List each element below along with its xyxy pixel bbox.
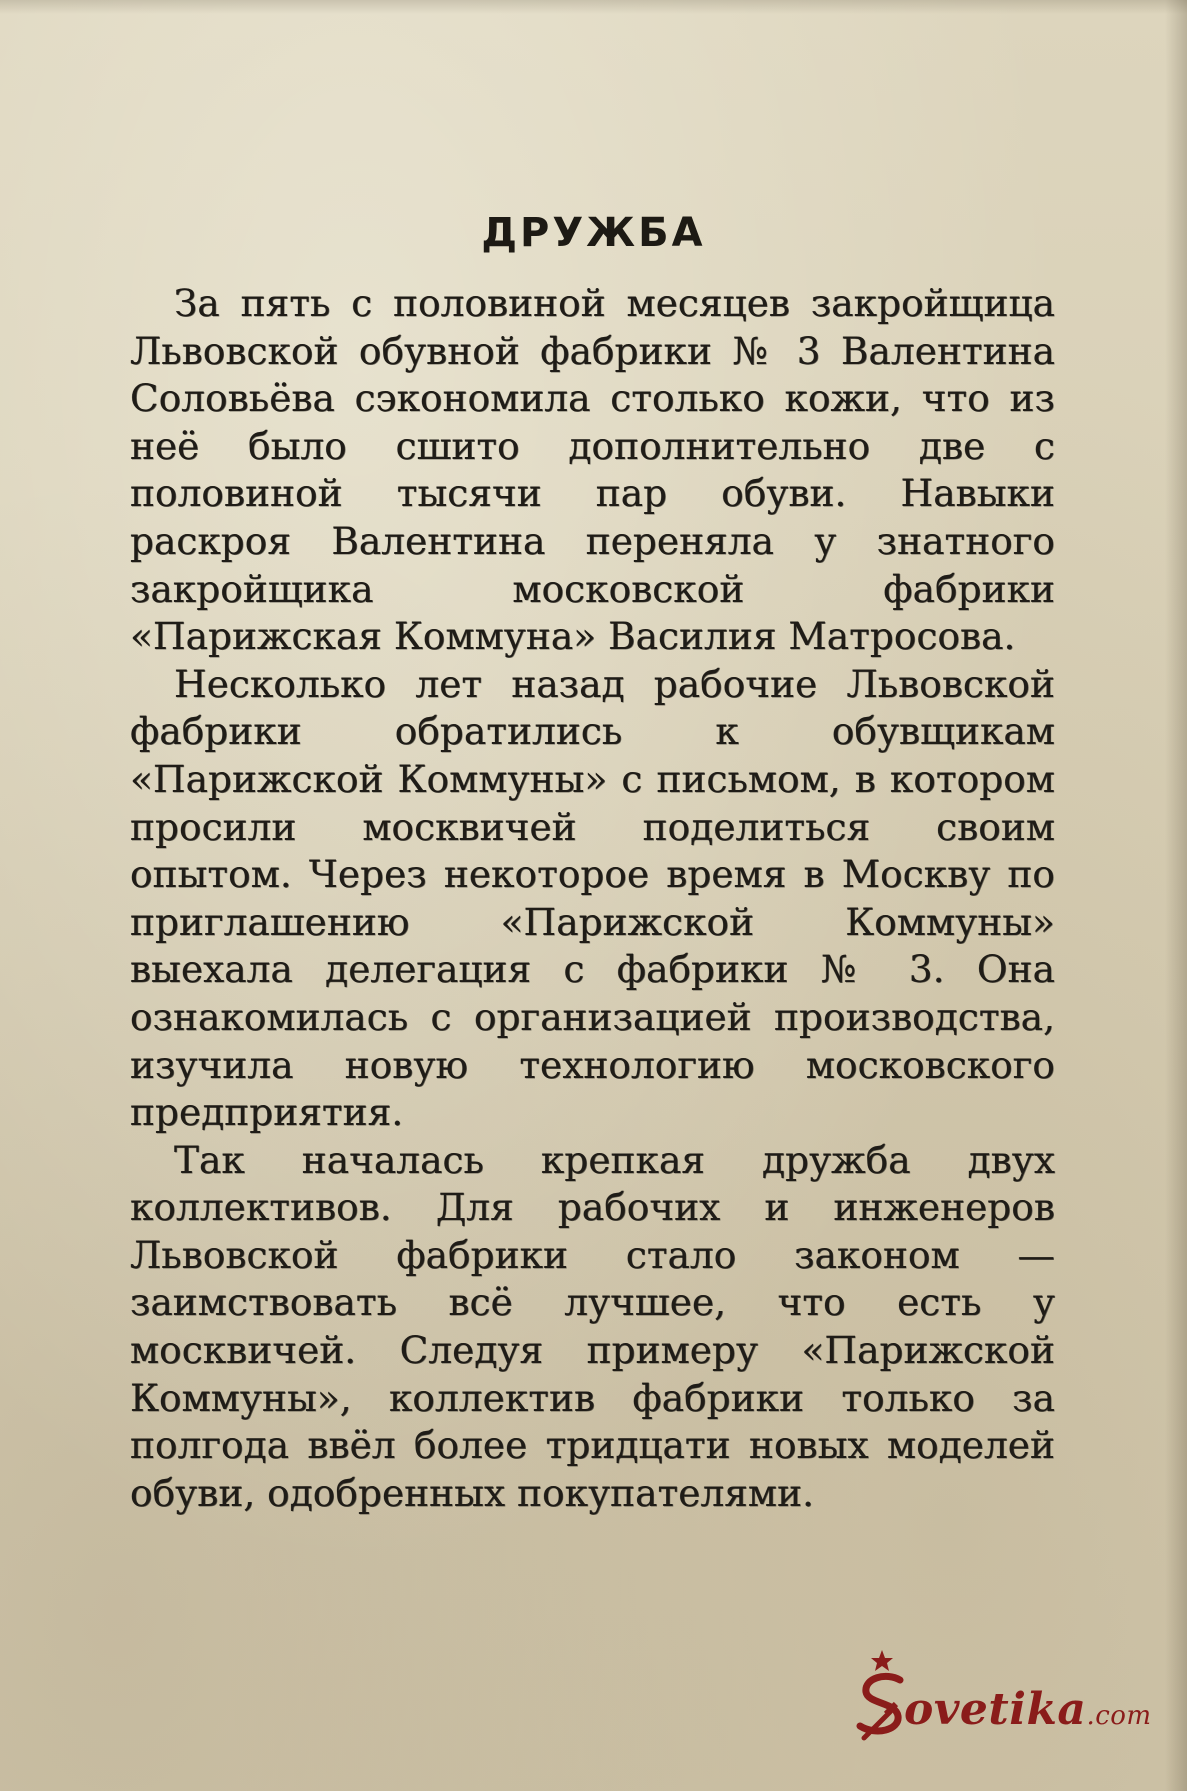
article-title: ДРУЖБА xyxy=(481,210,706,256)
page-shadow-right xyxy=(1165,0,1187,1791)
article-body xyxy=(130,280,1055,1517)
article-paragraph-2: Несколько лет назад рабочие Львовской фабрики обратились к обувщикам «Парижской Коммуны» с письмом, в котором просили москвичей поделиться своим опытом. Через некоторое время в Москву по приглашению «Парижской Коммуны» выехала делегация с фабрики № 3. Она ознакомилась с организацией производства, изучила новую технологию московского предприятия. xyxy=(130,661,1055,1135)
sovetika-watermark xyxy=(842,1646,1182,1746)
page-shadow-top xyxy=(0,0,1187,14)
article-paragraph-3: Так началась крепкая дружба двух коллективов. Для рабочих и инженеров Львовской фабрики стало законом — заимствовать всё лучшее, что есть у москвичей. Следуя примеру «Парижской Коммуны», коллектив фабрики только за полгода ввёл более тридцати новых моделей обуви, одобренных покупателями. xyxy=(130,1137,1055,1515)
watermark-word: ovetika xyxy=(904,1684,1087,1735)
article-paragraph-1: За пять с половиной месяцев закройщица Львовской обувной фабрики № 3 Валентина Соловьёва сэкономила столько кожи, что из неё было сшито дополнительно две с половиной тысячи пар обуви. Навыки раскроя Валентина переняла у знатного закройщика московской фабрики «Парижская Коммуна» Василия Матросова. xyxy=(130,281,1055,659)
watermark-domain: .com xyxy=(1086,1701,1152,1731)
